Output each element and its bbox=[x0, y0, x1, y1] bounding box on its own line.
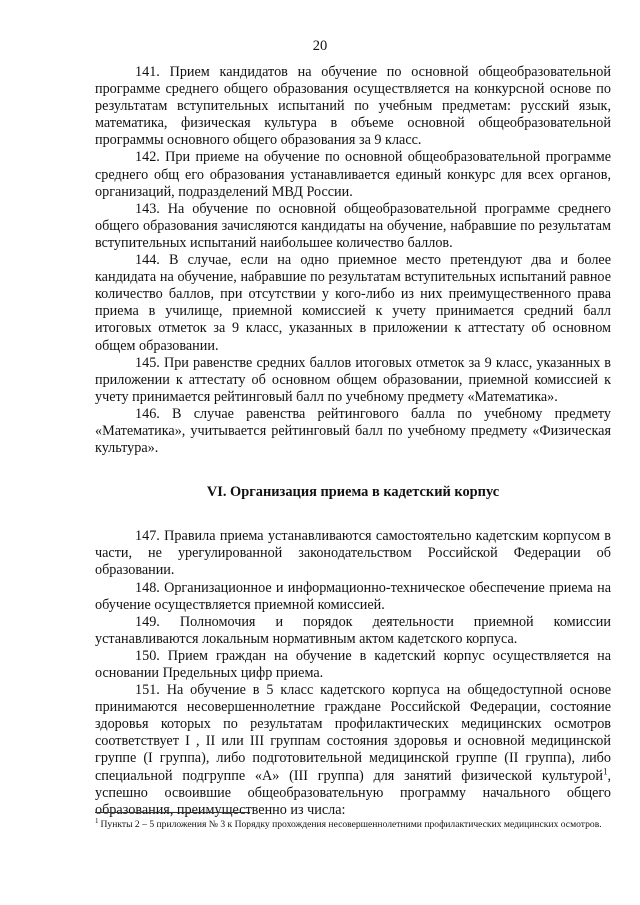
paragraph-151 bbox=[95, 682, 611, 819]
page-number: 20 bbox=[312, 38, 328, 54]
paragraph-151-text-after: , успешно освоившие общеобразовательную программу начального общего образования, преимущественно из числа: bbox=[95, 767, 611, 818]
paragraph-148: 148. Организационное и информационно-техническое обеспечение приема на обучение осуществляется приемной комиссией. bbox=[95, 579, 611, 613]
paragraph-150: 150. Прием граждан на обучение в кадетский корпус осуществляется на основании Предельных цифр приема. bbox=[95, 647, 611, 681]
footnote-divider bbox=[95, 812, 250, 813]
footnote-reference[interactable]: 1 bbox=[602, 765, 608, 776]
footnote-text: Пункты 2 – 5 приложения № 3 к Порядку прохождения несовершеннолетними профилактических медицинских осмотров. bbox=[100, 819, 602, 830]
paragraph-143: 143. На обучение по основной общеобразовательной программе среднего общего образования зачисляются кандидаты на обучение, набравшие по результатам вступительных испытаний наибольшее количество баллов. bbox=[95, 200, 611, 251]
paragraph-151-text-before: 151. На обучение в 5 класс кадетского корпуса на общедоступной основе принимаются несовершеннолетние граждане Российской Федерации, состояние здоровья которых по результатам профилактических медицинских осмотров соответствует I , II или III группам состояния здоровья и основной медицинской группе (I группа), либо подготовительной медицинской группе (II группа), либо специальной подгруппе «А» (III группа) для занятий физической культурой bbox=[95, 682, 611, 784]
document-body bbox=[95, 64, 611, 819]
paragraph-149: 149. Полномочия и порядок деятельности приемной комиссии устанавливаются локальным нормативным актом кадетского корпуса. bbox=[95, 613, 611, 647]
paragraph-145: 145. При равенстве средних баллов итоговых отметок за 9 класс, указанных в приложении к аттестату об основном общем образовании, приемной комиссией к учету принимается рейтинговый балл по учебному предмету «Математика». bbox=[95, 354, 611, 405]
paragraph-144: 144. В случае, если на одно приемное место претендуют два и более кандидата на обучение, набравшие по результатам вступительных испытаний равное количество баллов, при отсутствии у кого-либо из них преимущественного права приема в училище, приемной комиссией к учету принимается средний балл итоговых отметок за 9 класс, указанных в приложении к аттестату об основном общем образовании. bbox=[95, 252, 611, 354]
paragraph-147: 147. Правила приема устанавливаются самостоятельно кадетским корпусом в части, не урегулированной законодательством Российской Федерации об образовании. bbox=[95, 528, 611, 579]
paragraph-141: 141. Прием кандидатов на обучение по основной общеобразовательной программе среднего общего образования осуществляется на конкурсной основе по результатам вступительных испытаний по учебным предметам: русский язык, математика, физическая культура в объеме основной общеобразовательной программы основного общего образования за 9 класс. bbox=[95, 64, 611, 149]
paragraph-146: 146. В случае равенства рейтингового балла по учебному предмету «Математика», учитывается рейтинговый балл по учебному предмету «Физическая культура». bbox=[95, 405, 611, 457]
footnote-mark: 1 bbox=[95, 816, 99, 825]
section-heading: VI. Организация приема в кадетский корпус bbox=[206, 484, 500, 501]
paragraph-142: 142. При приеме на обучение по основной общеобразовательной программе среднего общ его образования устанавливается единый конкурс для всех органов, организаций, подразделений МВД России. bbox=[95, 149, 611, 200]
footnote bbox=[95, 816, 611, 832]
